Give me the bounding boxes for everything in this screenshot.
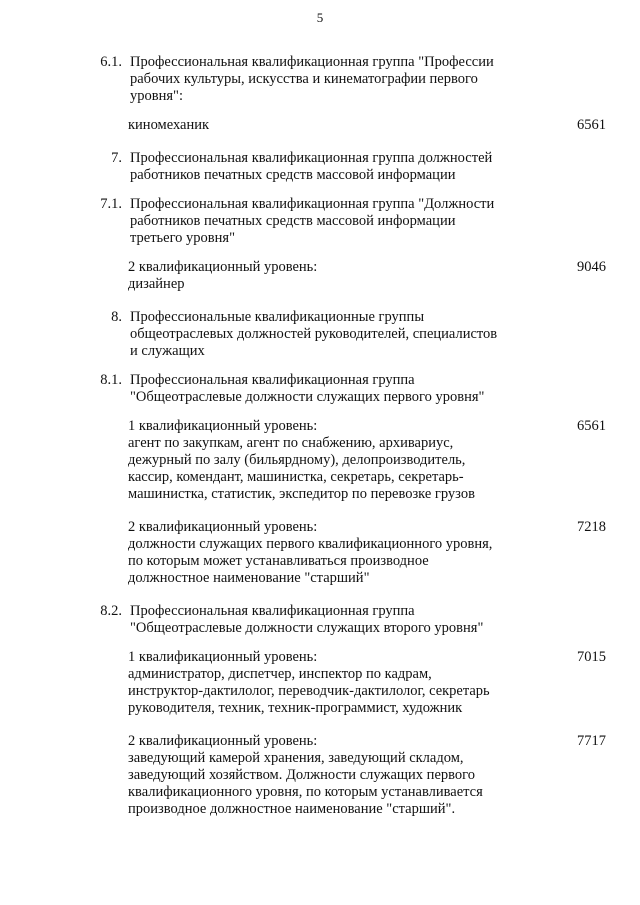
qualification-group — [0, 309, 640, 360]
group-number: 8.2. — [100, 603, 122, 619]
salary-value: 7717 — [577, 733, 606, 749]
group-number: 7. — [111, 150, 122, 166]
document-body — [0, 54, 640, 834]
group-title: Профессиональная квалификационная группа "Должности работников печатных средств массовой информации третьего уровня" — [130, 196, 495, 246]
qualification-level — [0, 733, 640, 818]
salary-value: 7015 — [577, 649, 606, 665]
level-description: 2 квалификационный уровень: заведующий камерой хранения, заведующий складом, заведующий хозяйством. Должности служащих первого квалификационного уровня, по которым устанавливается производное должностное наименование "старший". — [128, 733, 483, 817]
level-description: 2 квалификационный уровень: должности служащих первого квалификационного уровня, по которым может устанавливаться производное должностное наименование "старший" — [128, 519, 493, 586]
qualification-group — [0, 150, 640, 184]
salary-value: 7218 — [577, 519, 606, 535]
group-number: 6.1. — [100, 54, 122, 70]
salary-value: 6561 — [577, 418, 606, 434]
qualification-group — [0, 603, 640, 637]
level-description: 2 квалификационный уровень: дизайнер — [128, 259, 318, 292]
qualification-level — [0, 519, 640, 587]
group-title: Профессиональная квалификационная группа "Общеотраслевые должности служащих второго уровня" — [130, 603, 484, 636]
qualification-level — [0, 418, 640, 503]
group-number: 7.1. — [100, 196, 122, 212]
group-title: Профессиональная квалификационная группа "Общеотраслевые должности служащих первого уровня" — [130, 372, 485, 405]
group-title: Профессиональные квалификационные группы общеотраслевых должностей руководителей, специалистов и служащих — [130, 309, 498, 359]
qualification-level — [0, 259, 640, 293]
group-title: Профессиональная квалификационная группа "Профессии рабочих культуры, искусства и кинематографии первого уровня": — [130, 54, 494, 104]
level-description: 1 квалификационный уровень: администратор, диспетчер, инспектор по кадрам, инструктор-дактилолог, переводчик-дактилолог, секретарь руководителя, техник, техник-программист, художник — [128, 649, 490, 716]
salary-value: 6561 — [577, 117, 606, 133]
qualification-level — [0, 649, 640, 717]
page-number: 5 — [316, 10, 324, 25]
group-number: 8. — [111, 309, 122, 325]
level-description: киномеханик — [128, 117, 210, 133]
qualification-group — [0, 196, 640, 247]
salary-value: 9046 — [577, 259, 606, 275]
qualification-group — [0, 372, 640, 406]
qualification-level — [0, 117, 640, 134]
level-description: 1 квалификационный уровень: агент по закупкам, агент по снабжению, архивариус, дежурный по залу (бильярдному), делопроизводитель, кассир, комендант, машинистка, секретарь, секретарь- машинистка, статистик, экспедитор по перевозке грузов — [128, 418, 475, 502]
qualification-group — [0, 54, 640, 105]
group-number: 8.1. — [100, 372, 122, 388]
group-title: Профессиональная квалификационная группа должностей работников печатных средств массовой информации — [130, 150, 493, 183]
